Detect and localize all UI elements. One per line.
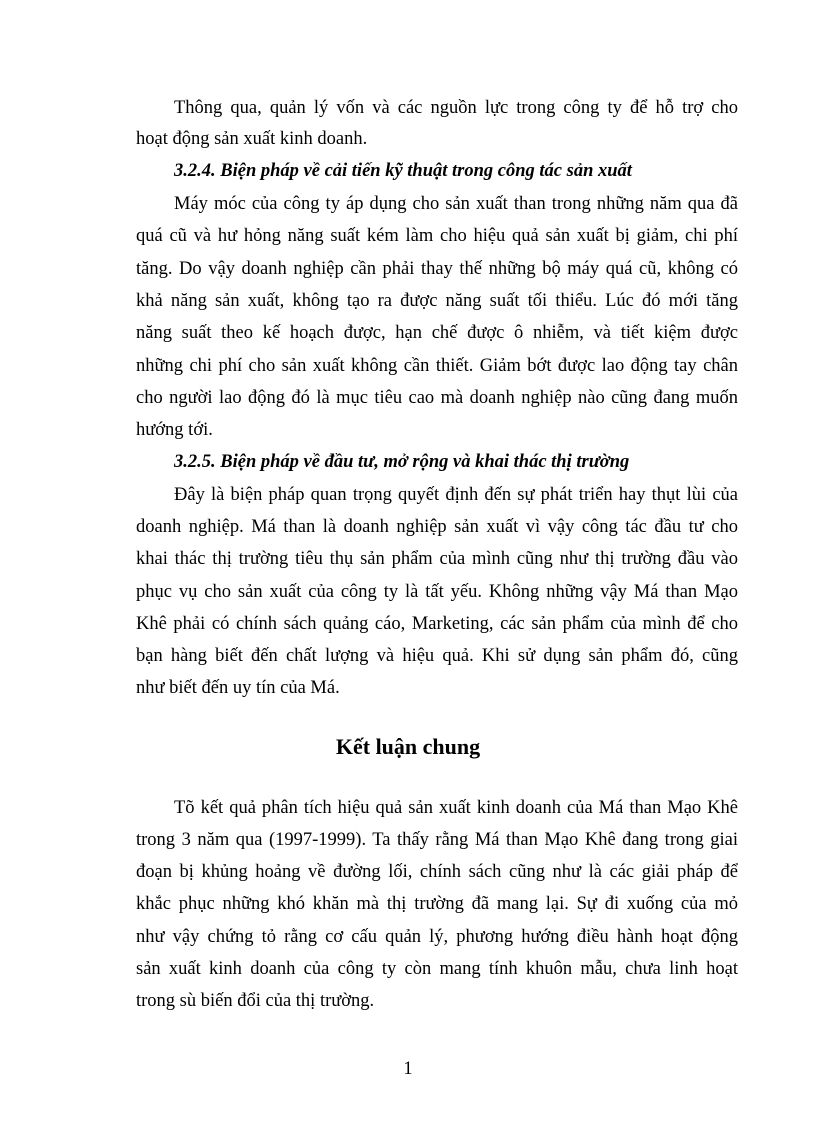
- paragraph-line: năng suất theo kế hoạch được, hạn chế được ô nhiễm, và tiết kiệm được: [136, 323, 738, 343]
- paragraph-line: Tõ kết quả phân tích hiệu quả sản xuất kinh doanh của Má than Mạo Khê: [174, 798, 738, 818]
- paragraph-line: như biết đến uy tín của Má.: [136, 678, 340, 698]
- paragraph-line: quá cũ và hư hỏng năng suất kém làm cho hiệu quả sản xuất bị giảm, chi phí: [136, 226, 738, 246]
- paragraph-line: trong sù biến đổi của thị trường.: [136, 991, 375, 1011]
- paragraph-line: những chi phí cho sản xuất không cần thiết. Giảm bớt được lao động tay chân: [136, 356, 738, 376]
- paragraph-line: doanh nghiệp. Má than là doanh nghiệp sản xuất vì vậy công tác đầu tư cho: [136, 517, 738, 537]
- section-heading-3-2-4: 3.2.4. Biện pháp về cải tiến kỹ thuật trong công tác sản xuất: [174, 161, 632, 181]
- paragraph-line: tăng. Do vậy doanh nghiệp cần phải thay thế những bộ máy quá cũ, không có: [136, 259, 738, 279]
- section-heading-3-2-5: 3.2.5. Biện pháp về đầu tư, mở rộng và khai thác thị trường: [174, 452, 630, 472]
- paragraph-line: cho người lao động đó là mục tiêu cao mà doanh nghiệp nào cũng đang muốn: [136, 388, 738, 408]
- paragraph-line: phục vụ cho sản xuất của công ty là tất yếu. Không những vậy Má than Mạo: [136, 582, 738, 602]
- paragraph-line: sản xuất kinh doanh của công ty còn mang tính khuôn mẫu, chưa linh hoạt: [136, 959, 738, 979]
- paragraph-line: hoạt động sản xuất kinh doanh.: [136, 129, 368, 149]
- conclusion-title: Kết luận chung: [335, 734, 481, 759]
- paragraph-line: Thông qua, quản lý vốn và các nguồn lực trong công ty để hỗ trợ cho: [174, 98, 738, 118]
- paragraph-line: trong 3 năm qua (1997-1999). Ta thấy rằng Má than Mạo Khê đang trong giai: [136, 830, 738, 850]
- paragraph-line: bạn hàng biết đến chất lượng và hiệu quả. Khi sử dụng sản phẩm đó, cũng: [136, 646, 738, 666]
- paragraph-line: Máy móc của công ty áp dụng cho sản xuất than trong những năm qua đã: [174, 194, 738, 214]
- paragraph-line: Khê phải có chính sách quảng cáo, Marketing, các sản phẩm của mình để cho: [136, 614, 738, 634]
- paragraph-line: khả năng sản xuất, không tạo ra được năng suất tối thiểu. Lúc đó mới tăng: [136, 291, 738, 311]
- paragraph-line: hướng tới.: [136, 420, 213, 440]
- paragraph-line: như vậy chứng tỏ rằng cơ cấu quản lý, phương hướng điều hành hoạt động: [136, 927, 738, 947]
- paragraph-line: Đây là biện pháp quan trọng quyết định đến sự phát triển hay thụt lùi của: [174, 485, 738, 505]
- paragraph-line: khắc phục những khó khăn mà thị trường đã mang lại. Sự đi xuống của mỏ: [136, 894, 738, 914]
- page-number: 1: [403, 1059, 413, 1079]
- paragraph-line: khai thác thị trường tiêu thụ sản phẩm của mình cũng như thị trường đầu vào: [136, 549, 738, 569]
- paragraph-line: đoạn bị khủng hoảng về đường lối, chính sách cũng như là các giải pháp để: [136, 862, 738, 882]
